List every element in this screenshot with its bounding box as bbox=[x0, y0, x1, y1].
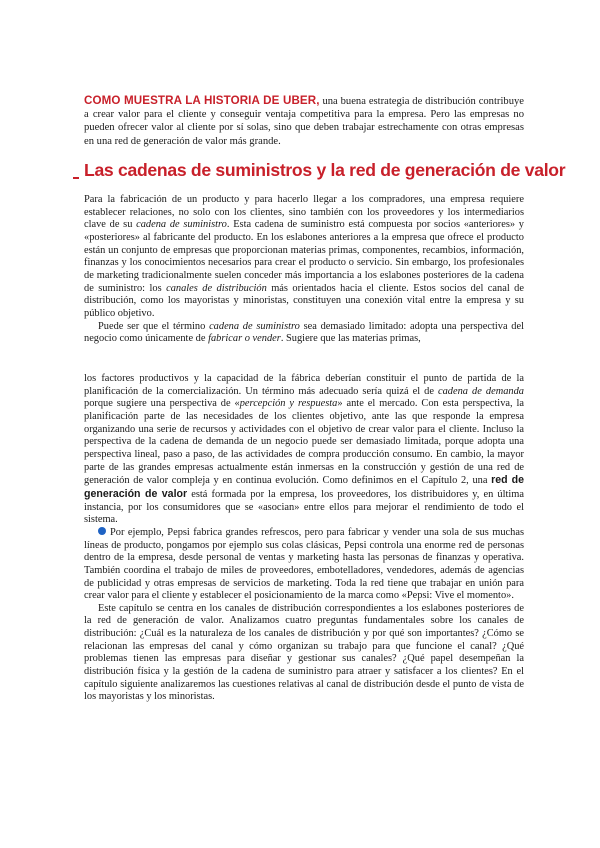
paragraph-pepsi-example bbox=[84, 527, 524, 603]
term-italic: fabricar o vender bbox=[208, 333, 281, 345]
text-run: sea demasiado limitado: adopta una perspectiva del negocio como únicamente de bbox=[84, 320, 524, 345]
intro-text: una buena estrategia de distribución contribuye a crear valor para el cliente y conseguir ventaja competitiva para la empresa. Pero las empresas no pueden ofrecer valor al cliente por sí solas, sino que deben trabajar estrechamente con otras empresas en una red de generación de valor más grande. bbox=[84, 96, 524, 147]
text-run: Este capítulo se centra en los canales de distribución correspondientes a los eslabones posteriores de la red de generación de valor. Analizamos cuatro preguntas fundamentales sobre los canales de distribución: ¿Cuál es la naturaleza de los canales de distribución y por qué son importantes? ¿Cómo se relacionan las empresas del canal y cómo organizan su trabajo para que funcione el canal? ¿Qué problemas tienen las empresas para diseñar y gestionar sus canales? ¿Qué papel desempeñan la distribución física y la gestión de la cadena de suministro para atraer y satisfacer a los clientes? En el capítulo siguiente analizaremos las cuestiones relativas al canal de distribución desde el punto de vista de los mayoristas y los minoristas. bbox=[84, 602, 524, 703]
term-italic: cadena de demanda bbox=[438, 385, 524, 397]
paragraph-chapter-focus bbox=[84, 603, 524, 704]
intro-paragraph bbox=[84, 94, 524, 148]
bullet-dot-icon bbox=[98, 527, 106, 535]
text-run: . Esta cadena de suministro está compuesta por socios «anteriores» y «posteriores» al fabricante del producto. En los eslabones anteriores a la empresa que ofrece el producto están un conjunto de empresas que proporcionan materias primas, componentes, recambios, información, finanzas y los conocimientos necesarios para crear el producto o servicio. Sin embargo, los profesionales de marketing tradicionalmente suelen conceder más importancia a los eslabones posteriores de la cadena de suministro: los bbox=[84, 219, 525, 294]
section-title: Las cadenas de suministros y la red de generación de valor bbox=[84, 160, 566, 180]
body-column-top bbox=[84, 194, 524, 346]
body-column-bottom bbox=[84, 373, 524, 704]
text-run: » ante el mercado. Con esta perspectiva, la planificación parte de las necesidades de los clientes objetivo, ante las que responde la empresa organizando una serie de recursos y actividades con el objetivo de crear valor para el cliente. Incluso la perspectiva de la cadena de demanda de un negocio puede ser demasiado limitada, porque adopta una perspectiva lineal, paso a paso, de las actividades de compra producción consumo. En cambio, la mayor parte de las grandes empresas actualmente están inmersas en la construcción y gestión de una red de generación de valor compleja y en continua evolución. Como definimos en el Capítulo 2, una bbox=[84, 398, 525, 487]
term-italic: canales de distribución bbox=[166, 282, 267, 294]
section-marker bbox=[73, 177, 79, 179]
text-run: porque sugiere una perspectiva de « bbox=[84, 398, 240, 410]
text-run: Por ejemplo, Pepsi fabrica grandes refrescos, pero para fabricar y vender una sola de sus muchas líneas de producto, pongamos por ejemplo sus colas clásicas, Pepsi controla una enorme red de personas dentro de la empresa, desde personal de ventas y marketing hasta las personas de finanzas y operativa. También coordina el trabajo de miles de proveedores, embotelladores, vendedores, además de agencias de publicidad y otras empresas de servicios de marketing. Toda la red tiene que trabajar en unión para crear valor para el cliente y establecer el posicionamiento de la marca como «Pepsi: Vive el momento». bbox=[84, 526, 524, 602]
text-run: más orientados hacia el cliente. Estos socios del canal de distribución, como los mayoristas y minoristas, constituyen una conexión vital entre la empresa y su público objetivo. bbox=[84, 282, 524, 319]
key-term: red de generación de valor bbox=[84, 474, 525, 500]
paragraph-limited-term bbox=[84, 321, 524, 346]
paragraph-demand-chain bbox=[84, 373, 524, 527]
text-run: está formada por la empresa, los proveedores, los distribuidores y, en última instancia, por los consumidores que se «asocian» entre ellos para mejorar el rendimiento de todo el sistema. bbox=[84, 488, 524, 526]
term-italic: cadena de suministro bbox=[136, 219, 227, 231]
paragraph-supply-chain bbox=[84, 194, 524, 321]
text-run: Puede ser que el término bbox=[98, 320, 210, 332]
text-run: Para la fabricación de un producto y para hacerlo llegar a los compradores, una empresa requiere establecer relaciones, no solo con los clientes, sino también con los proveedores y los intermediarios clave de su bbox=[84, 194, 524, 231]
term-italic: percepción y respuesta bbox=[239, 398, 338, 410]
text-run: los factores productivos y la capacidad de la fábrica deberían constituir el punto de partida de la planificación de la comercialización. Un término más adecuado sería quizá el de bbox=[84, 373, 524, 397]
intro-heading: COMO MUESTRA LA HISTORIA DE UBER, bbox=[84, 94, 320, 107]
text-run: . Sugiere que las materias primas, bbox=[280, 333, 421, 345]
term-italic: cadena de suministro bbox=[209, 320, 300, 332]
